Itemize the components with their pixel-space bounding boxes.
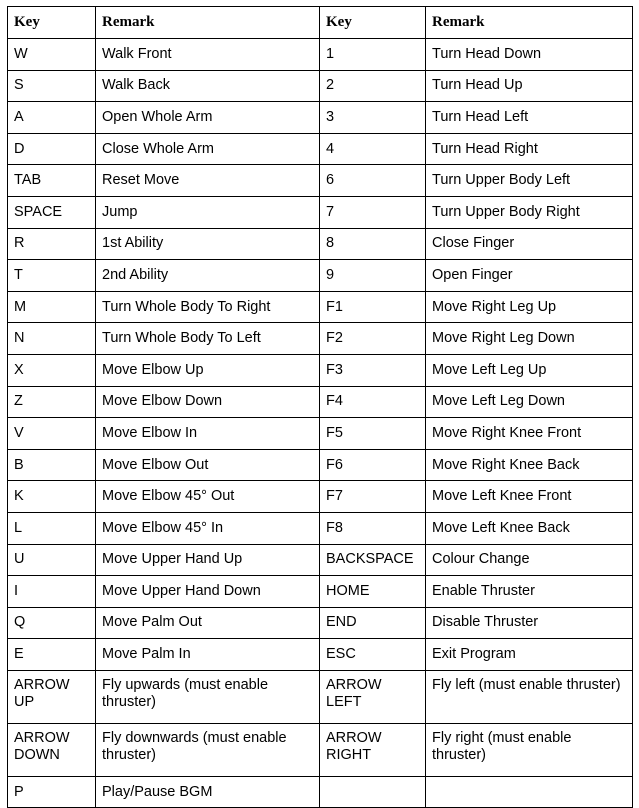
table-row [8, 354, 633, 386]
key-cell: 7 [320, 196, 426, 228]
remark-cell: Turn Head Up [426, 70, 633, 102]
key-cell: F3 [320, 354, 426, 386]
remark-cell: Turn Head Right [426, 133, 633, 165]
table-row [8, 133, 633, 165]
remark-cell: Move Elbow Out [96, 449, 320, 481]
key-cell: B [8, 449, 96, 481]
remark-cell: Turn Upper Body Right [426, 196, 633, 228]
remark-cell: Move Elbow Up [96, 354, 320, 386]
key-cell: 9 [320, 260, 426, 292]
key-cell: L [8, 512, 96, 544]
key-cell: M [8, 291, 96, 323]
remark-cell: Move Palm Out [96, 607, 320, 639]
remark-cell: Turn Whole Body To Left [96, 323, 320, 355]
remark-cell: Jump [96, 196, 320, 228]
table-row [8, 386, 633, 418]
key-cell: END [320, 607, 426, 639]
remark-cell: Close Finger [426, 228, 633, 260]
remark-cell: Walk Back [96, 70, 320, 102]
remark-cell: Move Elbow 45° In [96, 512, 320, 544]
remark-cell: Move Right Knee Back [426, 449, 633, 481]
key-cell: F8 [320, 512, 426, 544]
key-cell: X [8, 354, 96, 386]
table-row [8, 481, 633, 513]
table-row [8, 196, 633, 228]
key-cell: F7 [320, 481, 426, 513]
key-cell: V [8, 418, 96, 450]
key-cell: ESC [320, 639, 426, 671]
key-cell: ARROW LEFT [320, 670, 426, 723]
key-cell: F4 [320, 386, 426, 418]
header-remark-1: Remark [96, 7, 320, 39]
remark-cell: Fly upwards (must enable thruster) [96, 670, 320, 723]
key-cell: ARROW UP [8, 670, 96, 723]
remark-cell: Move Right Knee Front [426, 418, 633, 450]
key-cell: 1 [320, 39, 426, 71]
key-cell: F2 [320, 323, 426, 355]
remark-cell: Move Right Leg Up [426, 291, 633, 323]
remark-cell: Turn Upper Body Left [426, 165, 633, 197]
remark-cell: Open Whole Arm [96, 102, 320, 134]
key-cell: P [8, 776, 96, 808]
key-mapping-table [7, 6, 633, 808]
key-cell: K [8, 481, 96, 513]
remark-cell: Walk Front [96, 39, 320, 71]
remark-cell: Turn Head Down [426, 39, 633, 71]
key-cell: T [8, 260, 96, 292]
key-cell: 6 [320, 165, 426, 197]
table-row [8, 418, 633, 450]
key-cell: Z [8, 386, 96, 418]
key-cell: R [8, 228, 96, 260]
remark-cell: Move Elbow In [96, 418, 320, 450]
table-row [8, 639, 633, 671]
table-row [8, 228, 633, 260]
remark-cell: Fly left (must enable thruster) [426, 670, 633, 723]
key-cell: S [8, 70, 96, 102]
table-row [8, 449, 633, 481]
table-row [8, 512, 633, 544]
key-cell: 3 [320, 102, 426, 134]
key-cell: F5 [320, 418, 426, 450]
key-cell: 4 [320, 133, 426, 165]
table-body [8, 39, 633, 808]
remark-cell: Exit Program [426, 639, 633, 671]
table-row [8, 70, 633, 102]
table-row [8, 607, 633, 639]
key-cell [320, 776, 426, 808]
remark-cell: Move Palm In [96, 639, 320, 671]
remark-cell: Reset Move [96, 165, 320, 197]
key-cell: F6 [320, 449, 426, 481]
remark-cell: 1st Ability [96, 228, 320, 260]
remark-cell: Disable Thruster [426, 607, 633, 639]
remark-cell: Close Whole Arm [96, 133, 320, 165]
key-cell: D [8, 133, 96, 165]
key-cell: HOME [320, 576, 426, 608]
remark-cell: Move Left Knee Front [426, 481, 633, 513]
table-row [8, 544, 633, 576]
remark-cell: Move Upper Hand Down [96, 576, 320, 608]
key-cell: ARROW RIGHT [320, 723, 426, 776]
table-row [8, 291, 633, 323]
table-row [8, 670, 633, 723]
table-row [8, 260, 633, 292]
remark-cell: Move Elbow 45° Out [96, 481, 320, 513]
key-cell: Q [8, 607, 96, 639]
key-cell: U [8, 544, 96, 576]
header-row [8, 7, 633, 39]
remark-cell: Turn Whole Body To Right [96, 291, 320, 323]
key-cell: TAB [8, 165, 96, 197]
remark-cell: Move Left Leg Down [426, 386, 633, 418]
key-cell: ARROW DOWN [8, 723, 96, 776]
table-row [8, 576, 633, 608]
table-row [8, 165, 633, 197]
table-row [8, 323, 633, 355]
remark-cell: Move Right Leg Down [426, 323, 633, 355]
key-cell: SPACE [8, 196, 96, 228]
remark-cell: 2nd Ability [96, 260, 320, 292]
key-cell: A [8, 102, 96, 134]
table-row [8, 39, 633, 71]
key-cell: 2 [320, 70, 426, 102]
remark-cell: Move Left Knee Back [426, 512, 633, 544]
remark-cell: Play/Pause BGM [96, 776, 320, 808]
key-cell: I [8, 576, 96, 608]
header-remark-2: Remark [426, 7, 633, 39]
table-row [8, 776, 633, 808]
table-row [8, 102, 633, 134]
remark-cell: Fly downwards (must enable thruster) [96, 723, 320, 776]
key-cell: W [8, 39, 96, 71]
key-cell: F1 [320, 291, 426, 323]
remark-cell: Turn Head Left [426, 102, 633, 134]
remark-cell [426, 776, 633, 808]
table-row [8, 723, 633, 776]
header-key-2: Key [320, 7, 426, 39]
remark-cell: Enable Thruster [426, 576, 633, 608]
header-key-1: Key [8, 7, 96, 39]
key-cell: E [8, 639, 96, 671]
key-cell: BACKSPACE [320, 544, 426, 576]
remark-cell: Move Elbow Down [96, 386, 320, 418]
remark-cell: Colour Change [426, 544, 633, 576]
remark-cell: Open Finger [426, 260, 633, 292]
remark-cell: Fly right (must enable thruster) [426, 723, 633, 776]
remark-cell: Move Upper Hand Up [96, 544, 320, 576]
key-cell: N [8, 323, 96, 355]
remark-cell: Move Left Leg Up [426, 354, 633, 386]
key-cell: 8 [320, 228, 426, 260]
